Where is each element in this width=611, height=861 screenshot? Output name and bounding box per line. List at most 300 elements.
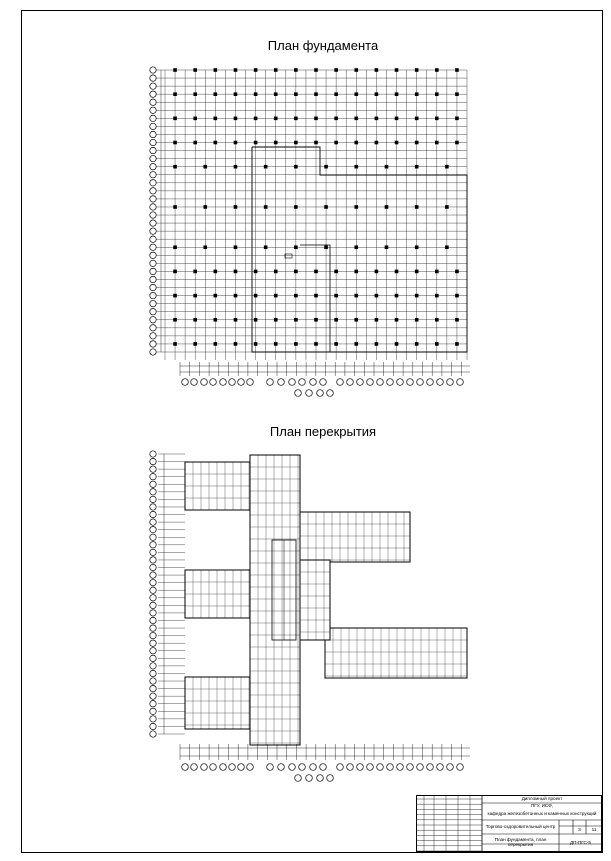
foundation-pad — [445, 165, 449, 169]
axis-bubble — [317, 775, 324, 782]
foundation-pad — [314, 294, 318, 298]
foundation-pad — [254, 141, 258, 145]
axis-bubble — [150, 163, 156, 169]
foundation-pad — [274, 117, 278, 121]
axis-bubble — [377, 764, 384, 771]
foundation-pad — [254, 318, 258, 322]
foundation-pad — [354, 270, 358, 274]
axis-bubble — [150, 632, 156, 638]
axis-bubble — [150, 333, 156, 339]
axis-bubble — [387, 764, 394, 771]
foundation-pad — [294, 270, 298, 274]
axis-bubble — [150, 172, 156, 178]
axis-bubble — [182, 379, 189, 386]
foundation-pad — [435, 270, 439, 274]
axis-bubble — [150, 284, 156, 290]
foundation-pad — [294, 342, 298, 346]
axis-bubble — [295, 390, 302, 397]
foundation-pad — [214, 270, 218, 274]
axis-bubble — [407, 379, 414, 386]
foundation-pad — [274, 294, 278, 298]
axis-bubble — [150, 549, 156, 555]
foundation-pad — [324, 165, 328, 169]
foundation-pad — [354, 294, 358, 298]
axis-bubble — [417, 764, 424, 771]
sheet-title: План фундамента, план перекрытия — [494, 837, 547, 847]
axis-bubble — [337, 379, 344, 386]
project-type: Дипломный проект — [521, 795, 563, 801]
axis-bubble — [337, 764, 344, 771]
axis-bubble — [191, 379, 198, 386]
object-name: Торгово-оздоровительный центр — [485, 823, 556, 829]
foundation-pad — [324, 205, 328, 209]
axis-bubble — [150, 300, 156, 306]
axis-bubble — [150, 701, 156, 707]
axis-bubble — [357, 764, 364, 771]
axis-bubble — [310, 379, 317, 386]
foundation-pad — [294, 205, 298, 209]
axis-bubble — [201, 764, 208, 771]
foundation-pad — [234, 165, 238, 169]
axis-bubble — [150, 610, 156, 616]
axis-bubble — [150, 131, 156, 137]
foundation-detail — [285, 254, 292, 258]
axis-bubble — [238, 764, 245, 771]
axis-bubble — [150, 595, 156, 601]
foundation-pad — [264, 165, 268, 169]
foundation-pad — [294, 165, 298, 169]
axis-bubble — [320, 379, 327, 386]
foundation-pad — [203, 165, 207, 169]
foundation-pad — [314, 92, 318, 96]
axis-bubble — [457, 764, 464, 771]
axis-bubble — [299, 764, 306, 771]
foundation-pad — [264, 245, 268, 249]
axis-bubble — [150, 147, 156, 153]
axis-bubble — [150, 196, 156, 202]
foundation-pad — [375, 141, 379, 145]
axis-bubble — [150, 579, 156, 585]
foundation-pad — [254, 68, 258, 72]
foundation-pad — [395, 92, 399, 96]
foundation-pad — [354, 141, 358, 145]
axis-bubble — [150, 542, 156, 548]
axis-bubble — [150, 107, 156, 113]
axis-bubble — [317, 390, 324, 397]
foundation-pad — [173, 165, 177, 169]
axis-bubble — [150, 204, 156, 210]
foundation-pad — [314, 270, 318, 274]
axis-bubble — [327, 390, 334, 397]
foundation-pad — [455, 68, 459, 72]
foundation-pad — [314, 318, 318, 322]
axis-bubble — [427, 764, 434, 771]
foundation-pad — [385, 205, 389, 209]
axis-bubble — [150, 511, 156, 517]
axis-bubble — [238, 379, 245, 386]
foundation-pad — [173, 68, 177, 72]
foundation-pad — [375, 68, 379, 72]
foundation-pad — [203, 245, 207, 249]
foundation-pad — [415, 318, 419, 322]
axis-bubble — [150, 489, 156, 495]
foundation-pad — [294, 294, 298, 298]
foundation-pad — [234, 92, 238, 96]
foundation-pad — [173, 141, 177, 145]
foundation-pad — [274, 318, 278, 322]
foundation-pad — [214, 318, 218, 322]
axis-bubble — [367, 764, 374, 771]
foundation-pad — [234, 205, 238, 209]
foundation-pad — [415, 141, 419, 145]
axis-bubble — [150, 180, 156, 186]
axis-bubble — [150, 466, 156, 472]
axis-bubble — [150, 519, 156, 525]
axis-bubble — [150, 663, 156, 669]
foundation-pad — [173, 245, 177, 249]
foundation-pad — [193, 68, 197, 72]
foundation-pad — [214, 92, 218, 96]
foundation-pad — [415, 165, 419, 169]
foundation-pad — [334, 318, 338, 322]
foundation-pad — [455, 141, 459, 145]
foundation-pad — [234, 245, 238, 249]
axis-bubble — [150, 474, 156, 480]
foundation-pad — [334, 117, 338, 121]
axis-bubble — [150, 481, 156, 487]
foundation-pad — [415, 270, 419, 274]
foundation-pad — [274, 92, 278, 96]
foundation-pad — [214, 68, 218, 72]
foundation-pad — [455, 318, 459, 322]
axis-bubble — [229, 379, 236, 386]
foundation-plan-title: План фундамента — [267, 38, 379, 53]
axis-bubble — [229, 764, 236, 771]
foundation-pad — [445, 205, 449, 209]
university: ПГУ, ИСФ, — [530, 803, 554, 808]
axis-bubble — [267, 379, 274, 386]
foundation-pad — [354, 205, 358, 209]
axis-bubble — [150, 292, 156, 298]
foundation-pad — [354, 68, 358, 72]
foundation-pad — [375, 294, 379, 298]
foundation-pad — [234, 270, 238, 274]
axis-bubble — [306, 390, 313, 397]
foundation-pad — [173, 205, 177, 209]
axis-bubble — [150, 276, 156, 282]
axis-bubble — [150, 534, 156, 540]
foundation-pad — [354, 318, 358, 322]
foundation-pad — [274, 270, 278, 274]
axis-bubble — [310, 764, 317, 771]
axis-bubble — [201, 379, 208, 386]
foundation-pad — [214, 141, 218, 145]
foundation-pad — [354, 245, 358, 249]
foundation-pad — [455, 117, 459, 121]
foundation-pad — [354, 92, 358, 96]
foundation-pad — [294, 318, 298, 322]
axis-bubble — [150, 564, 156, 570]
foundation-pad — [193, 294, 197, 298]
foundation-pad — [193, 141, 197, 145]
foundation-pad — [203, 205, 207, 209]
foundation-pad — [415, 205, 419, 209]
axis-bubble — [447, 379, 454, 386]
axis-bubble — [150, 648, 156, 654]
axis-bubble — [150, 670, 156, 676]
foundation-pad — [334, 270, 338, 274]
foundation-pad — [395, 318, 399, 322]
foundation-pad — [294, 68, 298, 72]
axis-bubble — [150, 139, 156, 145]
sheets-total: 11 — [591, 826, 597, 832]
axis-bubble — [150, 572, 156, 578]
slab-block — [325, 628, 467, 678]
foundation-pad — [334, 92, 338, 96]
foundation-pad — [415, 294, 419, 298]
axis-bubble — [150, 341, 156, 347]
foundation-pad — [254, 117, 258, 121]
axis-bubble — [150, 236, 156, 242]
axis-bubble — [150, 349, 156, 355]
foundation-pad — [354, 165, 358, 169]
foundation-pad — [294, 141, 298, 145]
foundation-pad — [254, 342, 258, 346]
foundation-pad — [314, 117, 318, 121]
foundation-pad — [375, 92, 379, 96]
axis-bubble — [150, 557, 156, 563]
axis-bubble — [357, 379, 364, 386]
foundation-pad — [435, 141, 439, 145]
axis-bubble — [210, 764, 217, 771]
axis-bubble — [150, 228, 156, 234]
axis-bubble — [417, 379, 424, 386]
foundation-pad — [415, 245, 419, 249]
axis-bubble — [320, 764, 327, 771]
axis-bubble — [150, 220, 156, 226]
axis-bubble — [347, 764, 354, 771]
axis-bubble — [182, 764, 189, 771]
axis-bubble — [427, 379, 434, 386]
foundation-outline — [252, 147, 467, 352]
axis-bubble — [150, 685, 156, 691]
axis-bubble — [407, 764, 414, 771]
foundation-pad — [435, 294, 439, 298]
axis-bubble — [150, 75, 156, 81]
axis-bubble — [150, 91, 156, 97]
foundation-pad — [193, 318, 197, 322]
foundation-pad — [173, 92, 177, 96]
axis-bubble — [150, 188, 156, 194]
foundation-pad — [435, 92, 439, 96]
axis-bubble — [150, 155, 156, 161]
foundation-pad — [173, 318, 177, 322]
axis-bubble — [327, 775, 334, 782]
axis-bubble — [150, 458, 156, 464]
axis-bubble — [278, 379, 285, 386]
axis-bubble — [220, 379, 227, 386]
axis-bubble — [306, 775, 313, 782]
foundation-pad — [354, 342, 358, 346]
foundation-pad — [334, 294, 338, 298]
foundation-pad — [234, 318, 238, 322]
axis-bubble — [150, 625, 156, 631]
axis-bubble — [150, 602, 156, 608]
foundation-pad — [415, 117, 419, 121]
foundation-pad — [385, 245, 389, 249]
foundation-pad — [334, 141, 338, 145]
axis-bubble — [267, 764, 274, 771]
axis-bubble — [150, 708, 156, 714]
foundation-pad — [385, 165, 389, 169]
foundation-pad — [395, 68, 399, 72]
axis-bubble — [150, 83, 156, 89]
foundation-pad — [193, 342, 197, 346]
sheet-number: 3 — [578, 826, 581, 832]
foundation-pad — [395, 117, 399, 121]
axis-bubble — [247, 379, 254, 386]
foundation-pad — [334, 342, 338, 346]
axis-bubble — [150, 451, 156, 457]
foundation-pad — [214, 342, 218, 346]
foundation-pad — [274, 68, 278, 72]
foundation-pad — [314, 68, 318, 72]
axis-bubble — [150, 640, 156, 646]
foundation-pad — [395, 270, 399, 274]
axis-bubble — [150, 260, 156, 266]
foundation-pad — [193, 270, 197, 274]
foundation-pad — [455, 270, 459, 274]
foundation-pad — [193, 92, 197, 96]
foundation-pad — [234, 141, 238, 145]
title-block — [416, 795, 602, 852]
axis-bubble — [150, 731, 156, 737]
axis-bubble — [150, 212, 156, 218]
foundation-pad — [294, 245, 298, 249]
foundation-pad — [254, 270, 258, 274]
axis-bubble — [387, 379, 394, 386]
axis-bubble — [150, 504, 156, 510]
axis-bubble — [150, 252, 156, 258]
axis-bubble — [289, 379, 296, 386]
foundation-pad — [375, 342, 379, 346]
foundation-pad — [193, 117, 197, 121]
foundation-pad — [173, 117, 177, 121]
foundation-pad — [294, 117, 298, 121]
department: кафедра железобетонных и каменных конструкций — [487, 811, 597, 817]
foundation-pad — [415, 92, 419, 96]
foundation-pad — [314, 141, 318, 145]
foundation-pad — [254, 294, 258, 298]
axis-bubble — [447, 764, 454, 771]
axis-bubble — [150, 587, 156, 593]
foundation-pad — [173, 270, 177, 274]
foundation-pad — [324, 245, 328, 249]
slab-block — [300, 512, 410, 562]
foundation-pad — [234, 117, 238, 121]
foundation-pad — [455, 294, 459, 298]
axis-bubble — [150, 716, 156, 722]
foundation-pad — [415, 342, 419, 346]
axis-bubble — [397, 764, 404, 771]
axis-bubble — [150, 678, 156, 684]
foundation-plan — [150, 67, 470, 397]
slab-plan — [150, 451, 470, 782]
slab-block — [250, 455, 300, 745]
document-code: ДП-ПГС-5 — [570, 839, 591, 845]
axis-bubble — [299, 379, 306, 386]
axis-bubble — [220, 764, 227, 771]
foundation-pad — [294, 92, 298, 96]
axis-bubble — [397, 379, 404, 386]
foundation-pad — [254, 92, 258, 96]
axis-bubble — [377, 379, 384, 386]
foundation-pad — [354, 117, 358, 121]
foundation-pad — [214, 117, 218, 121]
axis-bubble — [150, 99, 156, 105]
slab-plan-title: План перекрытия — [269, 424, 377, 439]
foundation-pad — [375, 318, 379, 322]
axis-bubble — [150, 317, 156, 323]
axis-bubble — [150, 693, 156, 699]
axis-bubble — [150, 723, 156, 729]
foundation-pad — [234, 68, 238, 72]
axis-bubble — [437, 764, 444, 771]
axis-bubble — [150, 655, 156, 661]
axis-bubble — [191, 764, 198, 771]
foundation-pad — [274, 141, 278, 145]
foundation-pad — [375, 117, 379, 121]
axis-bubble — [150, 325, 156, 331]
axis-bubble — [247, 764, 254, 771]
axis-bubble — [150, 244, 156, 250]
foundation-pad — [234, 342, 238, 346]
foundation-pad — [435, 68, 439, 72]
axis-bubble — [150, 526, 156, 532]
foundation-pad — [214, 294, 218, 298]
foundation-pad — [435, 318, 439, 322]
axis-bubble — [150, 617, 156, 623]
foundation-pad — [314, 342, 318, 346]
foundation-pad — [173, 342, 177, 346]
foundation-pad — [455, 92, 459, 96]
axis-bubble — [457, 379, 464, 386]
foundation-pad — [445, 245, 449, 249]
axis-bubble — [150, 309, 156, 315]
foundation-pad — [415, 68, 419, 72]
axis-bubble — [150, 67, 156, 73]
foundation-pad — [395, 294, 399, 298]
axis-bubble — [150, 123, 156, 129]
foundation-pad — [334, 68, 338, 72]
axis-bubble — [367, 379, 374, 386]
axis-bubble — [150, 115, 156, 121]
foundation-pad — [435, 117, 439, 121]
axis-bubble — [150, 268, 156, 274]
foundation-pad — [264, 205, 268, 209]
axis-bubble — [295, 775, 302, 782]
foundation-pad — [375, 270, 379, 274]
axis-bubble — [437, 379, 444, 386]
foundation-pad — [395, 342, 399, 346]
foundation-pad — [435, 342, 439, 346]
axis-bubble — [347, 379, 354, 386]
foundation-pad — [234, 294, 238, 298]
foundation-pad — [173, 294, 177, 298]
foundation-pad — [455, 342, 459, 346]
axis-bubble — [278, 764, 285, 771]
foundation-pad — [274, 342, 278, 346]
